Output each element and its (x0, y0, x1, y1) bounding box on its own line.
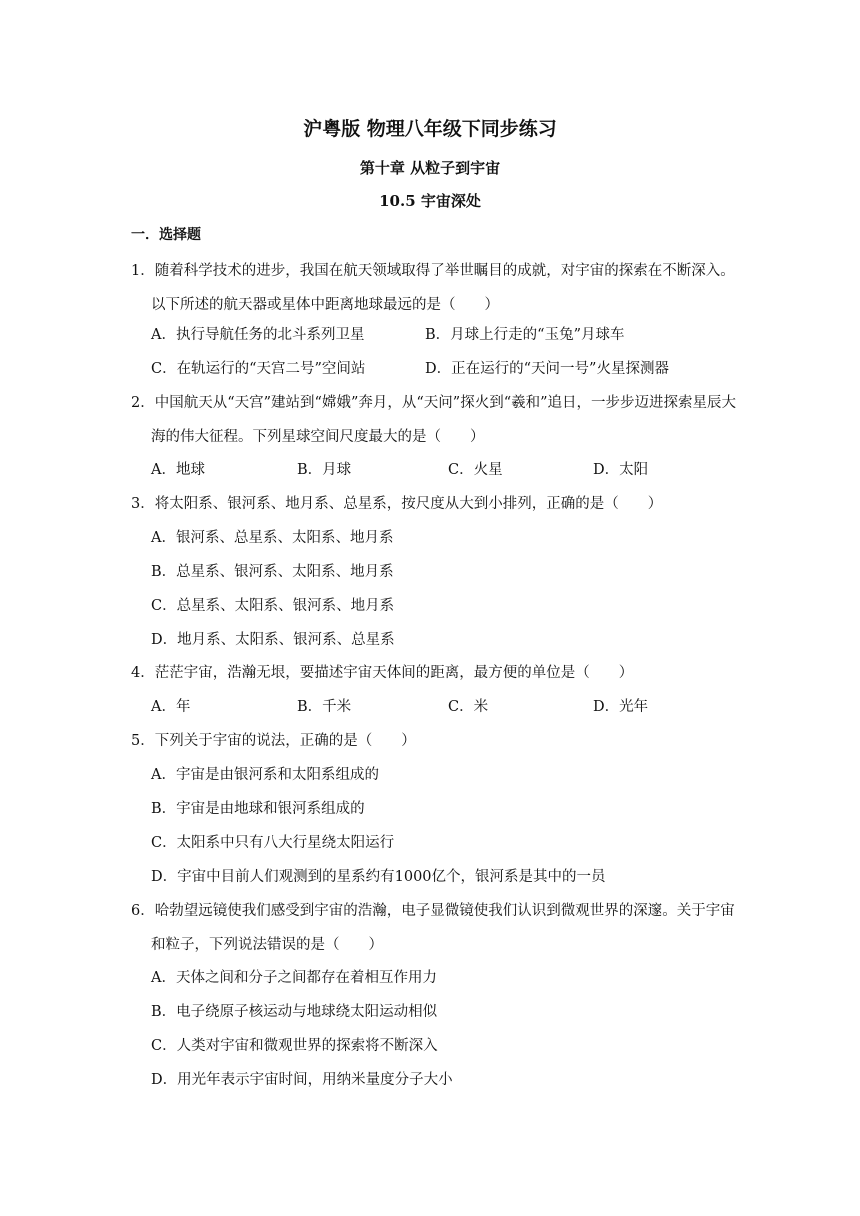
option-c: C．米 (448, 699, 489, 715)
option-c: C．总星系、太阳系、银河系、地月系 (151, 598, 395, 614)
question-4 (131, 656, 741, 690)
option-c: C．在轨运行的“天宫二号”空间站 (151, 361, 366, 377)
option-d: D．太阳 (593, 462, 649, 478)
option-a: A．天体之间和分子之间都存在着相互作用力 (151, 970, 437, 986)
option-b: B．千米 (297, 699, 352, 715)
option-a: A．宇宙是由银河系和太阳系组成的 (151, 767, 379, 783)
section-label: 一．选择题 (131, 227, 201, 243)
section-title: 10.5 宇宙深处 (379, 192, 481, 210)
option-c: C．火星 (448, 462, 503, 478)
option-a: A．地球 (151, 462, 205, 478)
option-c: C．人类对宇宙和微观世界的探索将不断深入 (151, 1038, 438, 1054)
question-2 (131, 386, 741, 454)
option-b: B．月球上行走的“玉兔”月球车 (425, 327, 625, 343)
option-d: D．光年 (593, 699, 649, 715)
option-d: D．正在运行的“天问一号”火星探测器 (425, 361, 669, 377)
option-b: B．总星系、银河系、太阳系、地月系 (151, 564, 394, 580)
option-a: A．执行导航任务的北斗系列卫星 (151, 327, 365, 343)
question-1 (131, 254, 741, 322)
question-stem: 2．中国航天从“天宫”建站到“嫦娥”奔月，从“天问”探火到“羲和”追日，一步步迈进探索星辰大海的伟大征程。下列星球空间尺度最大的是（ ） (131, 395, 737, 445)
question-stem: 3．将太阳系、银河系、地月系、总星系，按尺度从大到小排列，正确的是（ ） (131, 496, 663, 512)
question-stem: 5．下列关于宇宙的说法，正确的是（ ） (131, 733, 416, 749)
question-stem: 4．茫茫宇宙，浩瀚无垠，要描述宇宙天体间的距离，最方便的单位是（ ） (131, 665, 634, 681)
chapter-title: 第十章 从粒子到宇宙 (359, 159, 501, 177)
option-b: B．电子绕原子核运动与地球绕太阳运动相似 (151, 1004, 438, 1020)
option-a: A．银河系、总星系、太阳系、地月系 (151, 530, 394, 546)
option-a: A．年 (151, 699, 191, 715)
option-d: D．用光年表示宇宙时间，用纳米量度分子大小 (151, 1072, 453, 1088)
option-d: D．宇宙中目前人们观测到的星系约有1000亿个，银河系是其中的一员 (151, 869, 606, 885)
question-3 (131, 487, 741, 521)
option-c: C．太阳系中只有八大行星绕太阳运行 (151, 835, 395, 851)
document-title: 沪粤版 物理八年级下同步练习 (303, 118, 557, 140)
option-d: D．地月系、太阳系、银河系、总星系 (151, 632, 395, 648)
question-stem: 6．哈勃望远镜使我们感受到宇宙的浩瀚，电子显微镜使我们认识到微观世界的深邃。关于宇宙和粒子，下列说法错误的是（ ） (131, 903, 735, 953)
option-b: B．宇宙是由地球和银河系组成的 (151, 801, 365, 817)
option-b: B．月球 (297, 462, 352, 478)
question-5 (131, 724, 741, 758)
question-stem: 1．随着科学技术的进步，我国在航天领域取得了举世瞩目的成就，对宇宙的探索在不断深入。以下所述的航天器或星体中距离地球最远的是（ ） (131, 263, 735, 313)
question-6 (131, 894, 741, 962)
